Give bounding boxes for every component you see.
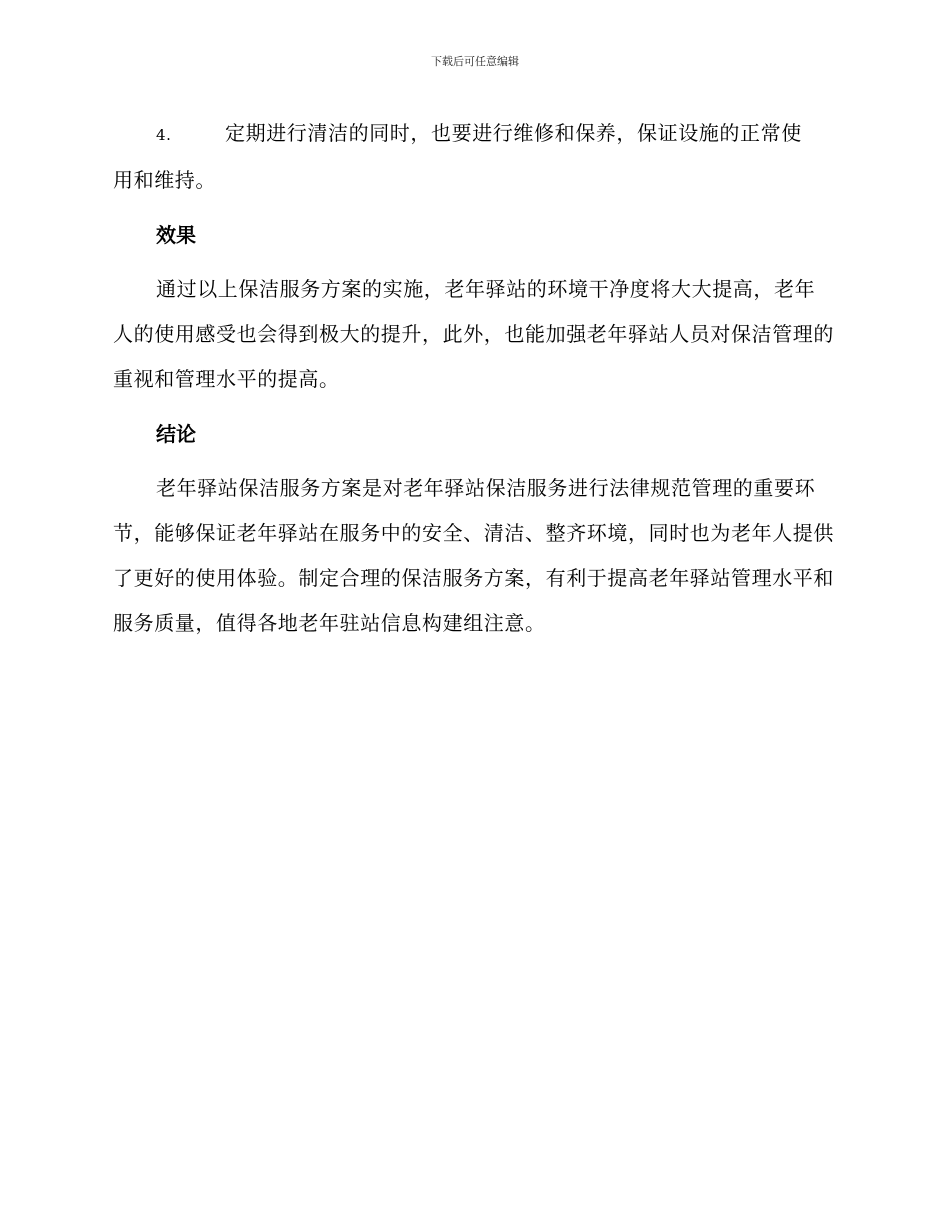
section-heading-effect: 效果 — [156, 223, 196, 247]
page-header: 下载后可任意编辑 — [431, 55, 519, 68]
effect-paragraph: 通过以上保洁服务方案的实施，老年驿站的环境干净度将大大提高，老年人的使用感受也会得到极大的提升，此外，也能加强老年驿站人员对保洁管理的重视和管理水平的提高。 — [113, 277, 834, 391]
list-item-text-line1: 定期进行清洁的同时，也要进行维修和保养，保证设施的正常使 — [225, 121, 802, 145]
list-item-4 — [113, 111, 835, 203]
conclusion-paragraph: 老年驿站保洁服务方案是对老年驿站保洁服务进行法律规范管理的重要环节，能够保证老年驿站在服务中的安全、清洁、整齐环境，同时也为老年人提供了更好的使用体验。制定合理的保洁服务方案，有利于提高老年驿站管理水平和服务质量，值得各地老年驻站信息构建组注意。 — [113, 476, 834, 635]
list-item-text-line2: 用和维持。 — [113, 168, 216, 192]
document-body — [113, 111, 835, 646]
list-number: 4. — [156, 126, 172, 144]
section-heading-conclusion: 结论 — [156, 422, 196, 446]
